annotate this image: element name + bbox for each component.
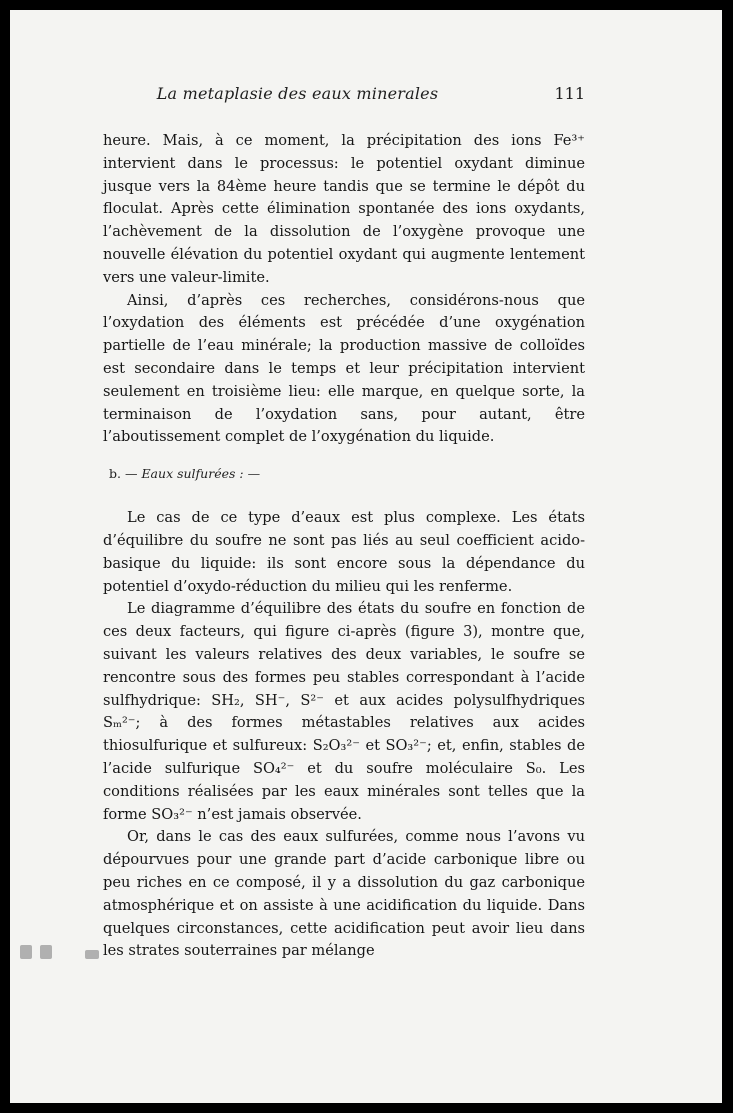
running-title: La metaplasie des eaux minerales — [156, 84, 439, 103]
section-title: Eaux sulfurées : — — [141, 466, 261, 482]
scan-artifact — [40, 945, 52, 959]
body-text — [103, 130, 585, 963]
paragraph-ainsi: Ainsi, d’après ces recherches, considérons-nous que l’oxydation des éléments est précédée d’une oxygénation partielle de l’eau minérale; la production massive de colloïdes est secondaire dans le temps et leur précipitation intervient seulement en troisième lieu: elle marque, en quelque sorte, la terminaison de l’oxydation sans, pour autant, être l’aboutissement complet de l’oxygénation du liquide. — [103, 291, 585, 446]
scan-artifact — [20, 945, 32, 959]
paragraph-continued: heure. Mais, à ce moment, la précipitation des ions Fe³⁺ intervient dans le processus: le potentiel oxydant diminue jusque vers la 84ème heure tandis que se termine le dépôt du floculat. Après cette élimination spontanée des ions oxydants, l’achèvement de la dissolution de l’oxygène provoque une nouvelle élévation du potentiel oxydant qui augmente lentement vers une valeur-limite. — [103, 132, 585, 286]
section-heading — [103, 465, 585, 483]
paragraph-or: Or, dans le cas des eaux sulfurées, comme nous l’avons vu dépourvues pour une grande part d’acide carbonique libre ou peu riches en ce composé, il y a dissolution du gaz carbonique atmosphérique et on assiste à une acidification du liquide. Dans quelques circonstances, cette acidification peut avoir lieu dans les strates souterraines par mélange — [103, 828, 585, 960]
section-number: b. — — [109, 466, 138, 482]
book-page — [10, 10, 722, 1103]
scan-artifact — [85, 950, 99, 959]
paragraph-le-diagramme: Le diagramme d’équilibre des états du soufre en fonction de ces deux facteurs, qui figure ci-après (figure 3), montre que, suivant les valeurs relatives des deux variables, le soufre se rencontre sous des formes peu stables correspondant à l’acide sulfhydrique: SH₂, SH⁻, S²⁻ et aux acides polysulfhydriques Sₘ²⁻; à des formes métastables relatives aux acides thiosulfurique et sulfureux: S₂O₃²⁻ et SO₃²⁻; et, enfin, stables de l’acide sulfurique SO₄²⁻ et du soufre moléculaire S₀. Les conditions réalisées par les eaux minérales sont telles que la forme SO₃²⁻ n’est jamais observée. — [103, 600, 585, 823]
paragraph-le-cas: Le cas de ce type d’eaux est plus complexe. Les états d’équilibre du soufre ne sont pas liés au seul coefficient acido-basique du liquide: ils sont encore sous la dépendance du potentiel d’oxydo-réduction du milieu qui les renferme. — [103, 509, 585, 595]
running-head — [105, 84, 585, 110]
page-number: 111 — [554, 84, 585, 103]
